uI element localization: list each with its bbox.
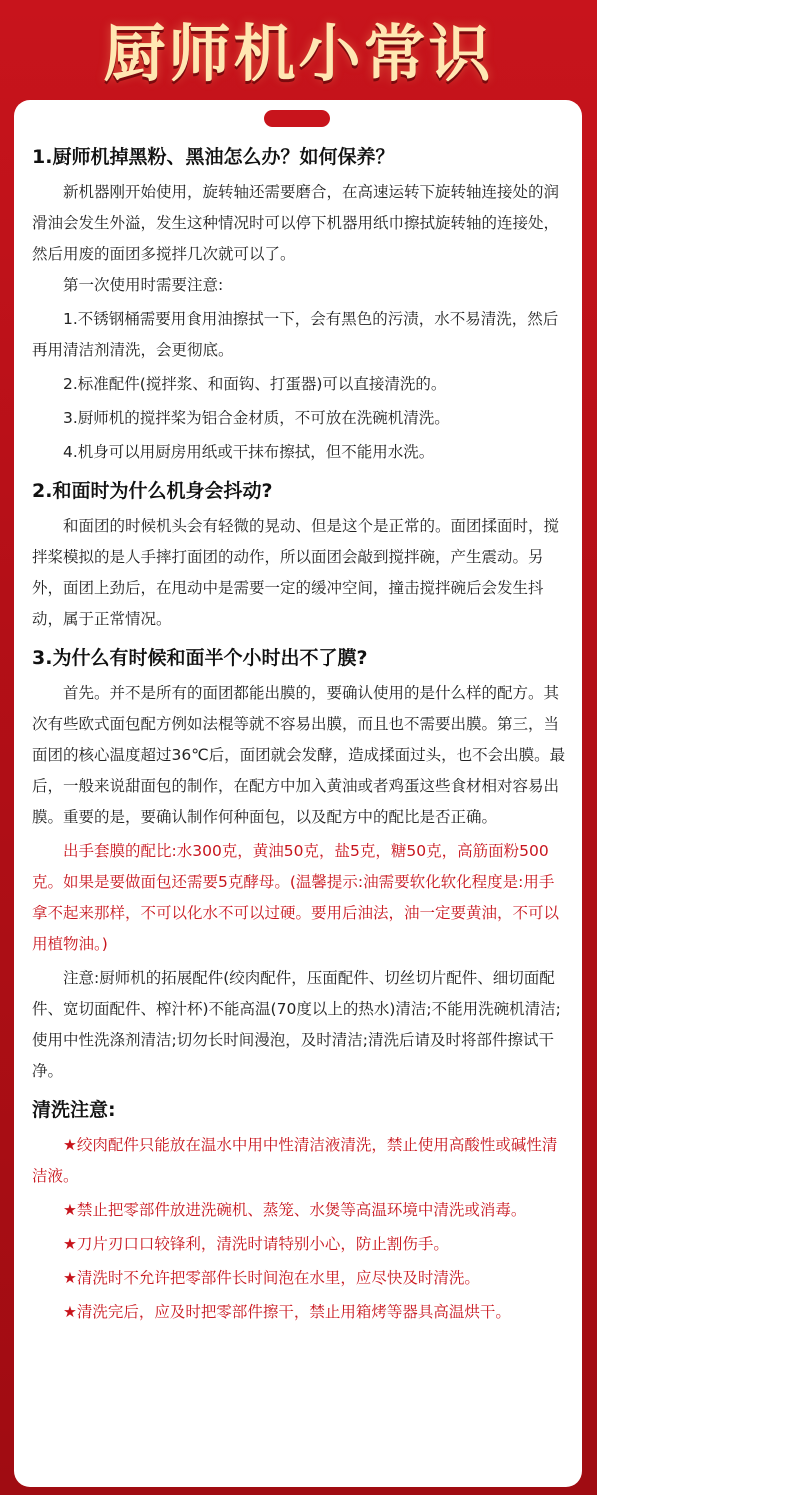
article-body: [32, 140, 568, 1328]
section-3-paragraph: 注意:厨师机的拓展配件(绞肉配件，压面配件、切丝切片配件、细切面配件、宽切面配件、榨汁杯)不能高温(70度以上的热水)清洁;不能用洗碗机清洁;使用中性洗涤剂清洁;切勿长时间漫泡，及时清洁;清洗后请及时将部件擦试干净。: [32, 969, 561, 1080]
section-1-paragraph: 新机器刚开始使用，旋转轴还需要磨合，在高速运转下旋转轴连接处的润滑油会发生外溢，发生这种情况时可以停下机器用纸巾擦拭旋转轴的连接处，然后用废的面团多搅拌几次就可以了。: [32, 183, 560, 263]
section-3-recipe-note: 出手套膜的配比:水300克，黄油50克，盐5克，糖50克，高筋面粉500克。如果是要做面包还需要5克酵母。(温馨提示:油需要软化软化程度是:用手拿不起来那样，不可以化水不可以过硬。要用后油法，油一定要黄油，不可以用植物油。): [32, 842, 560, 953]
section-1-paragraph: 4.机身可以用厨房用纸或干抹布擦拭，但不能用水洗。: [63, 443, 435, 461]
section-3-paragraph: 首先。并不是所有的面团都能出膜的，要确认使用的是什么样的配方。其次有些欧式面包配方例如法棍等就不容易出膜，而且也不需要出膜。第三，当面团的核心温度超过36℃后，面团就会发酵，造成揉面过头，也不会出膜。最后，一般来说甜面包的制作，在配方中加入黄油或者鸡蛋这些食材相对容易出膜。重要的是，要确认制作何种面包，以及配方中的配比是否正确。: [32, 684, 566, 826]
card-tab-decoration: [264, 110, 330, 127]
section-heading-1: 1.厨师机掉黑粉、黑油怎么办？如何保养？: [32, 146, 395, 168]
page-title: 厨师机小常识: [103, 17, 494, 90]
section-1-paragraph: 第一次使用时需要注意:: [63, 276, 224, 294]
section-heading-4: 清洗注意:: [32, 1099, 116, 1121]
section-1-paragraph: 1.不锈钢桶需要用食用油擦拭一下，会有黑色的污渍，水不易清洗，然后再用清洁剂清洗，会更彻底。: [32, 310, 559, 359]
section-heading-2: 2.和面时为什么机身会抖动?: [32, 480, 273, 502]
section-1-paragraph: 3.厨师机的搅拌桨为铝合金材质，不可放在洗碗机清洗。: [63, 409, 450, 427]
section-2-paragraph: 和面团的时候机头会有轻微的晃动、但是这个是正常的。面团揉面时，搅拌桨模拟的是人手摔打面团的动作，所以面团会敲到搅拌碗，产生震动。另外，面团上劲后，在甩动中是需要一定的缓冲空间，撞击搅拌碗后会发生抖动，属于正常情况。: [32, 517, 560, 628]
section-1-paragraph: 2.标准配件(搅拌浆、和面钩、打蛋器)可以直接清洗的。: [63, 375, 447, 393]
cleaning-note-item: ★清洗完后，应及时把零部件擦干，禁止用箱烤等器具高温烘干。: [63, 1303, 511, 1321]
section-heading-3: 3.为什么有时候和面半个小时出不了膜?: [32, 647, 368, 669]
cleaning-note-item: ★清洗时不允许把零部件长时间泡在水里，应尽快及时清洗。: [63, 1269, 480, 1287]
cleaning-note-item: ★禁止把零部件放进洗碗机、蒸笼、水煲等高温环境中清洗或消毒。: [63, 1201, 527, 1219]
cleaning-note-item: ★刀片刃口口较锋利，清洗时请特别小心，防止割伤手。: [63, 1235, 449, 1253]
cleaning-note-item: ★绞肉配件只能放在温水中用中性清洁液清洗，禁止使用高酸性或碱性清洁液。: [32, 1136, 558, 1185]
